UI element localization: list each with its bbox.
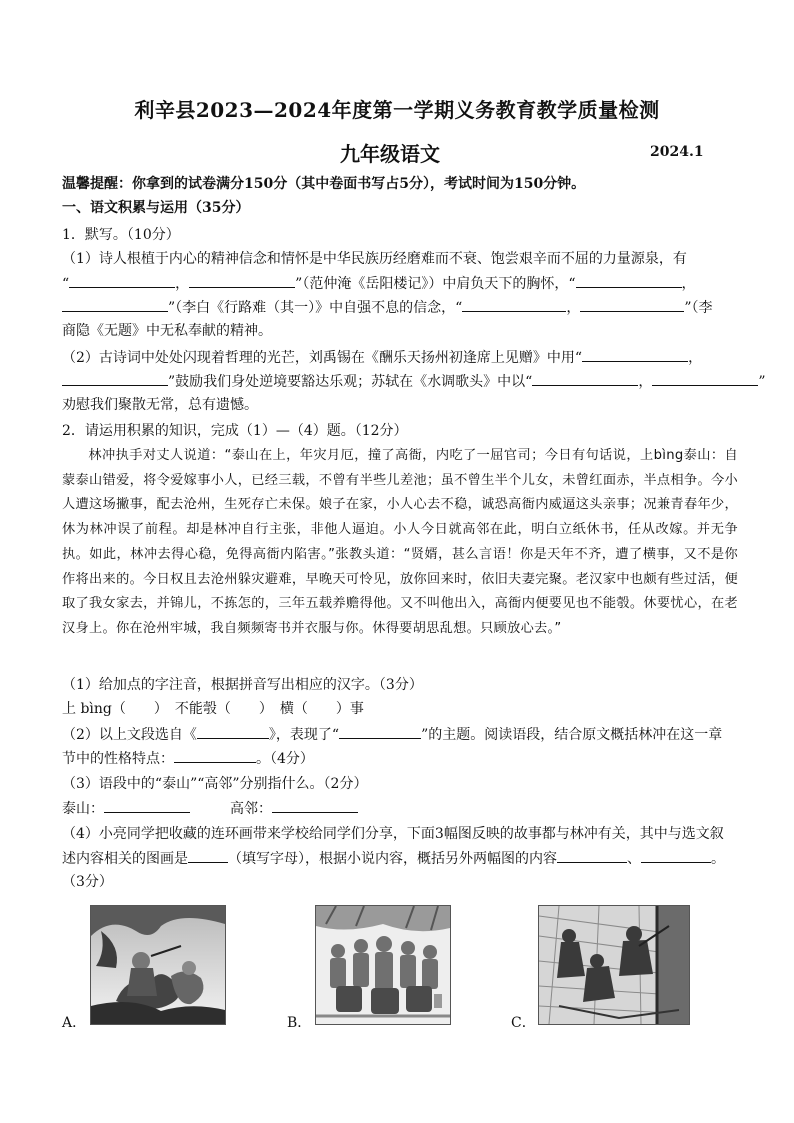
q1-1-text: ， [681,276,696,292]
notice: 温馨提醒：你拿到的试卷满分150分（其中卷面书写占5分），考试时间为150分钟。 [62,176,586,192]
q1-heading: 1．默写。（10分） [62,227,180,243]
q1-1-line-a: （1）诗人根植于内心的精神信念和情怀是中华民族历经磨难而不衰、饱尝艰辛而不屈的力量源泉，有 [62,251,687,267]
q2-4-text: 述内容相关的图画是 [62,851,188,867]
q2-4-line-a: （4）小亮同学把收藏的连环画带来学校给同学们分享，下面3幅图反映的故事都与林冲有关，其中与选文叙 [62,826,724,842]
exam-date: 2024.1 [650,144,704,160]
q1-1-text: ， [566,300,581,316]
q2-2-text: 。（4分） [256,751,314,767]
answer-blank[interactable] [62,371,168,386]
q1-2-line-b [62,371,766,392]
exam-title: 利辛县2023—2024年度第一学期义务教育教学质量检测 [134,98,660,122]
answer-blank[interactable] [532,371,638,386]
q1-1-text: ， [175,276,190,292]
q1-2-text: （2）古诗词中处处闪现着哲理的光芒，刘禹锡在《酬乐天扬州初逢席上见赠》中用“ [62,350,583,366]
q2-2-line-a [62,724,738,745]
picture-a-label: A． [62,1015,87,1031]
q2-2-line-b [62,748,738,769]
q1-1-line-b [62,273,738,294]
q2-4-line-b [62,848,738,869]
answer-blank[interactable] [62,297,168,312]
q1-1-line-c [62,297,738,318]
exam-subtitle: 九年级语文 [340,142,440,166]
picture-a-illustration [90,905,226,1025]
taishan-label: 泰山： [62,801,104,817]
q1-2-text: ” [758,374,766,390]
answer-blank[interactable] [580,297,684,312]
q1-1-text: ”（李 [684,300,713,316]
q2-4-text: 。 [711,851,725,867]
q2-2-text: （2）以上文段选自《 [62,727,197,743]
q2-3-text: （3）语段中的“泰山”“高邻”分别指什么。（2分） [62,776,368,792]
answer-blank[interactable] [189,273,295,288]
q1-1-text: ”（李白《行路难（其一）》中自强不息的信念，“ [168,300,463,316]
q2-4-line-c: （3分） [62,874,113,890]
answer-blank[interactable] [197,724,269,739]
answer-blank[interactable] [462,297,566,312]
picture-b-label: B． [287,1015,312,1031]
q1-2-text: ， [688,350,703,366]
q1-1-text: “ [62,276,70,292]
q2-1-answer-line: 上 bìng（ ） 不能彀（ ） 横（ ）事 [62,701,364,717]
q1-2-text: ”鼓励我们身处逆境要豁达乐观；苏轼在《水调歌头》中以“ [168,374,533,390]
picture-b-illustration [315,905,451,1025]
answer-blank[interactable] [339,724,421,739]
answer-blank[interactable] [652,371,758,386]
picture-c-illustration [538,905,690,1025]
q1-1-text: ”（范仲淹《岳阳楼记》）中肩负天下的胸怀，“ [295,276,576,292]
q2-2-text: 节中的性格特点： [62,751,174,767]
answer-blank[interactable] [582,347,688,362]
q2-2-text: 》，表现了“ [268,727,340,743]
q2-4-text: （填写字母），根据小说内容，概括另外两幅图的内容 [228,851,557,867]
answer-blank[interactable] [641,848,711,863]
q1-2-line-a [62,347,738,368]
answer-blank[interactable] [69,273,175,288]
q2-3-answer-line [62,798,738,819]
q2-1-text: （1）给加点的字注音，根据拼音写出相应的汉字。（3分） [62,677,423,693]
picture-c-label: C． [511,1015,536,1031]
answer-blank[interactable] [557,848,627,863]
answer-blank[interactable] [188,848,228,863]
q1-2-text: ， [638,374,653,390]
answer-blank[interactable] [174,748,256,763]
gaolin-label: 高邻： [230,801,272,817]
answer-blank[interactable] [272,798,358,813]
answer-blank[interactable] [104,798,190,813]
answer-blank[interactable] [576,273,682,288]
q1-2-line-c: 劝慰我们聚散无常，总有遗憾。 [62,397,258,413]
reading-passage: 林冲执手对丈人说道：“泰山在上，年灾月厄，撞了高衙，内吃了一屈官司；今日有句话说，上bìng泰山：自蒙泰山错爱，将令爱嫁事小人，已经三载，不曾有半些儿差池；虽不曾生半个儿女，未曾红面赤，半点相争。今小人遭这场撇事，配去沧州，生死存亡未保。娘子在家，小人心去不稳，诚恐高衙内威逼这头亲事；况兼青春年少，休为林冲误了前程。却是林冲自行主张，非他人逼迫。小人今日就高邻在此，明白立纸休书，任从改嫁。并无争执。如此，林冲去得心稳，免得高衙内陷害。”张教头道：“贤婿，甚么言语！你是天年不齐，遭了横事，又不是你作将出来的。今日权且去沧州躲灾避难，早晚天可怜见，放你回来时，依旧夫妻完聚。老汉家中也颇有些过活，便取了我女家去，并锦儿，不拣怎的，三年五载养赡得他。又不叫他出入，高衙内便要见也不能彀。休要忧心，在老汉身上。你在沧州牢城，我自频频寄书并衣服与你。休得要胡思乱想。只顾放心去。” [62,448,738,636]
q2-4-text: 、 [627,851,641,867]
q2-2-text: ”的主题。阅读语段，结合原文概括林冲在这一章 [421,727,723,743]
q1-1-line-d: 商隐《无题》中无私奉献的精神。 [62,323,272,339]
q2-heading: 2．请运用积累的知识，完成（1）—（4）题。（12分） [62,423,408,439]
section1-heading: 一、语文积累与运用（35分） [62,200,250,216]
